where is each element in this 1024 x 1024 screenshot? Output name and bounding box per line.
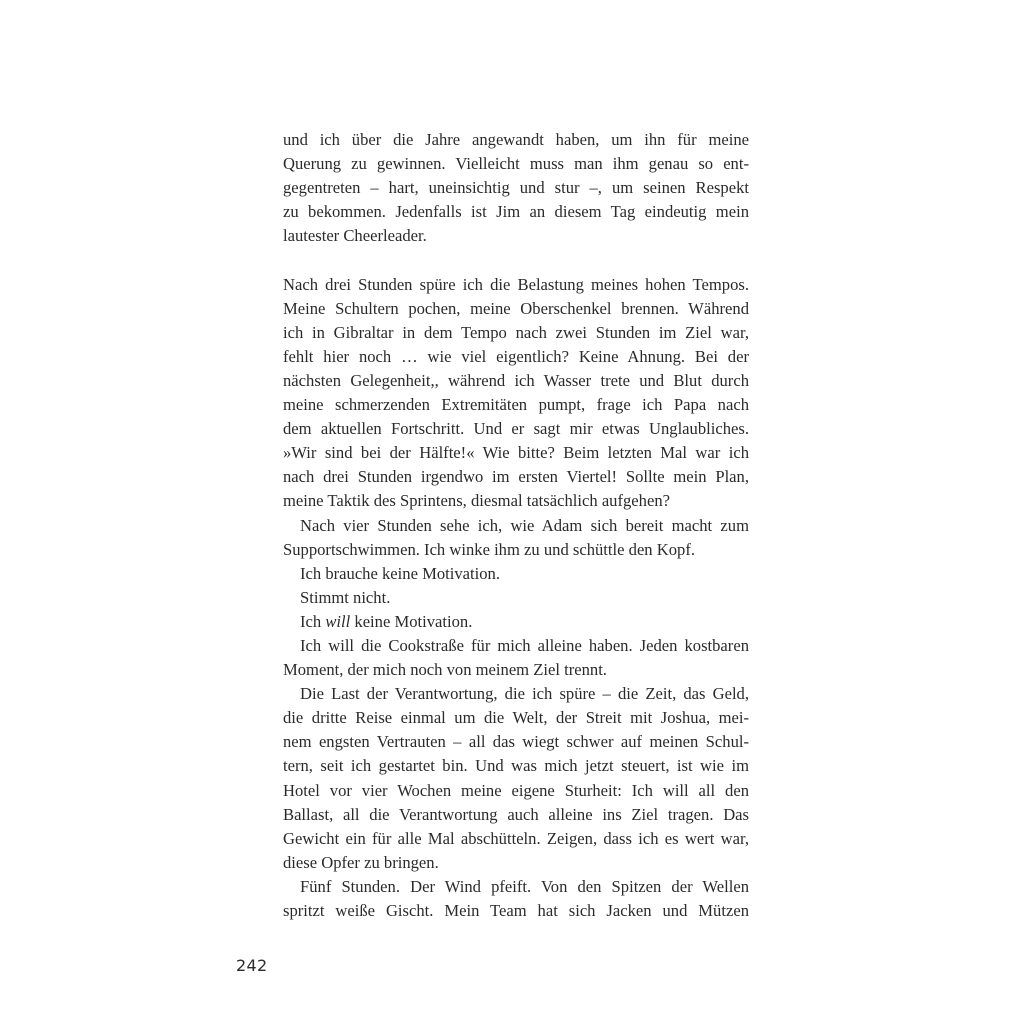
text-line: Ich will die Cookstraße für mich alleine haben. Jeden kostbaren: [300, 635, 749, 655]
text-line: und ich über die Jahre angewandt haben, um ihn für meine: [283, 130, 749, 149]
text-line: Gewicht ein für alle Mal abschütteln. Zeigen, dass ich es wert war,: [283, 828, 749, 848]
text-line: nem engsten Vertrauten – all das wiegt schwer auf meinen Schul-: [283, 732, 749, 752]
text-line: Supportschwimmen. Ich winke ihm zu und schüttle den Kopf.: [283, 539, 696, 559]
text-line: gegentreten – hart, uneinsichtig und stur –, um seinen Respekt: [283, 178, 749, 198]
text-line: zu bekommen. Jedenfalls ist Jim an diesem Tag eindeutig mein: [283, 202, 749, 222]
text-line: diese Opfer zu bringen.: [283, 852, 439, 872]
text-line: »Wir sind bei der Hälfte!« Wie bitte? Beim letzten Mal war ich: [283, 443, 749, 463]
text-line: fehlt hier noch … wie viel eigentlich? Keine Ahnung. Bei der: [283, 346, 749, 366]
text-line: tern, seit ich gestartet bin. Und was mich jetzt steuert, ist wie im: [283, 756, 749, 776]
text-line: die dritte Reise einmal um die Welt, der Streit mit Joshua, mei-: [283, 708, 749, 728]
text-line: Ich brauche keine Motivation.: [300, 563, 500, 583]
text-line: Die Last der Verantwortung, die ich spüre – die Zeit, das Geld,: [300, 684, 749, 704]
text-line: lautester Cheerleader.: [283, 226, 427, 246]
text-line: spritzt weiße Gischt. Mein Team hat sich Jacken und Mützen: [283, 901, 749, 920]
text-line: Hotel vor vier Wochen meine eigene Sturheit: Ich will all den: [283, 780, 749, 800]
page-number: 242: [236, 956, 268, 975]
text-line: Nach vier Stunden sehe ich, wie Adam sich bereit macht zum: [300, 515, 749, 535]
text-line: nach drei Stunden irgendwo im ersten Viertel! Sollte mein Plan,: [283, 467, 749, 487]
text-line: meine schmerzenden Extremitäten pumpt, frage ich Papa nach: [283, 395, 749, 415]
text-line: Fünf Stunden. Der Wind pfeift. Von den Spitzen der Wellen: [300, 876, 749, 896]
text-line: Moment, der mich noch von meinem Ziel trennt.: [283, 660, 607, 680]
text-line: ich in Gibraltar in dem Tempo nach zwei Stunden im Ziel war,: [283, 322, 749, 342]
body-text: [283, 128, 749, 923]
text-line: nächsten Gelegenheit,, während ich Wasser trete und Blut durch: [283, 370, 749, 390]
text-line: dem aktuellen Fortschritt. Und er sagt mir etwas Unglaubliches.: [283, 419, 749, 439]
text-line: Meine Schultern pochen, meine Oberschenkel brennen. Während: [283, 298, 749, 318]
text-line: [283, 610, 749, 634]
text-line: meine Taktik des Sprintens, diesmal tatsächlich aufgehen?: [283, 491, 670, 511]
emphasis-text: will: [325, 611, 351, 631]
text-line: Ballast, all die Verantwortung auch alleine ins Ziel tragen. Das: [283, 804, 749, 824]
section-break: [283, 248, 749, 272]
text-run: keine Motivation.: [350, 611, 473, 631]
text-line: Stimmt nicht.: [300, 587, 391, 607]
text-run: Ich: [300, 611, 326, 631]
text-line: Querung zu gewinnen. Vielleicht muss man ihm genau so ent-: [283, 154, 749, 174]
text-line: Nach drei Stunden spüre ich die Belastung meines hohen Tempos.: [283, 274, 749, 294]
